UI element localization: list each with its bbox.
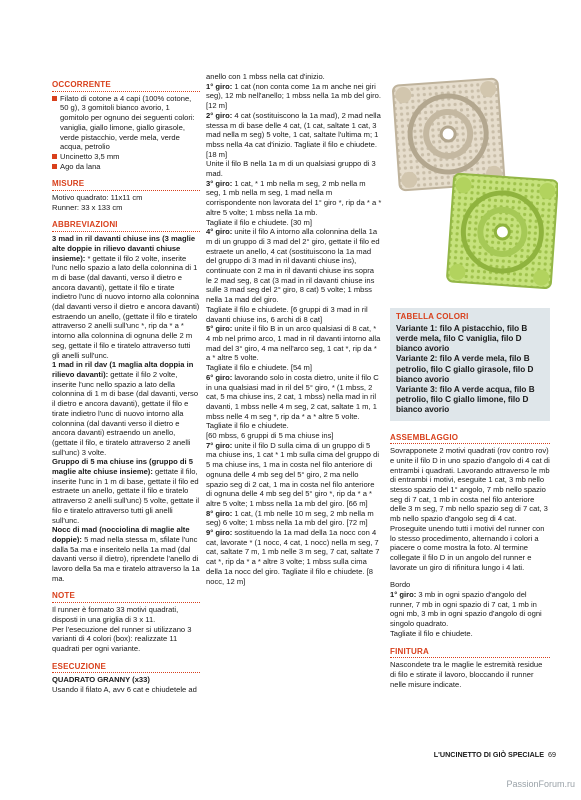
assemblaggio-text: Sovrapponete 2 motivi quadrati (rov contro rov) e unite il filo D in uno spazio d'angolo di 4 cat di entrambi i quadrati. Lavorando attraverso le mb di entrambi i motivi, eseguite 1 cat, 3 mb nello stesso spazio del 1° angolo, 7 mb nello spazio seg di 7 cat, 1 mb in costa nel filo anteriore delle 3 m seg, 7 mb nello spazio seg di 7 cat, 3 mb nello spazio d'angolo seg di 4 cat. Proseguite unendo tutti i motivi del runner con lo stesso procedimento, alternando i colori a piacere o come mostra la foto. Al termine collegate il filo D in un angolo del runner e lavorate un giro di rifinitura lungo i 4 lati. — [390, 446, 550, 572]
round-instruction: 9° giro: sostituendo la 1a mad della 1a nocc con 4 cat, lavorate * (1 nocc, 4 cat, 1 nocc) nella m seg, 7 cat, saltate 7 m, 1 mb nelle 3 m seg, 7 cat, saltate 7 cat *, rip da * a * altre 3 volte; 1 mbss sulla cima della 1a nocc del giro. Tagliate il filo e chiudete. [8 nocc, 12 m] — [206, 528, 380, 586]
round-instruction: 7° giro: unite il filo D sulla cima di un gruppo di 5 ma chiuse ins, 1 cat * 1 mb sulla cima del gruppo di 5 ma chiuse ins, 1 ma in costa nel filo anteriore di ognuna delle 4 mb seg del 5° giro, 2 ma nello spazio seg di 2 cat, 1 ma in costa nel filo anteriore di ognuna delle 4 mb seg del 5° giro *, rip da * a * altre 5 volte; 1 mbss nella 1a mb del giro. [66 m] — [206, 440, 380, 508]
esecuzione-heading: ESECUZIONE — [52, 661, 107, 671]
esecuzione-intro: Usando il filato A, avv 6 cat e chiudetele ad — [52, 685, 197, 695]
esecuzione-subtitle: QUADRATO GRANNY (x33) — [52, 675, 150, 685]
round-instruction: 2° giro: 4 cat (sostituiscono la 1a mad), 2 mad nella stessa m di base delle 4 cat, (1 cat, saltate 1 cat, 3 mad nella m seg) 5 volte, 1 cat, saltate l'ultima m; 1 mbss nella 4a cat d'inizio. Tagliate il filo e chiudete. [18 m] — [206, 110, 381, 159]
color-table-box — [390, 308, 550, 421]
abbreviation-entry: Nocc di mad (nocciolina di maglie alte doppie): 5 mad nella stessa m, sfilate l'unc dalla 5a ma e inseritelo nella 1a mad (dal davanti verso il dietro), riprendete l'anello di lavoro della 5a ma e tiratelo attraverso la 1a ma. — [52, 525, 200, 583]
abbreviation-entry: 1 mad in ril dav (1 maglia alta doppia in rilievo davanti): gettate il filo 2 volte, inserite l'unc nello spazio a lato della colonnina di 1 m di base (dal davanti, verso il dietro e ancora davanti), gettate il filo e tirate indietro l'unc di nuovo intorno alla colonnina (dal davanti verso il dietro e ancora davanti) estraendo un anello, (gettate il filo, e tiratelo attraverso 2 anelli sull'unc) 3 volte. — [52, 360, 199, 457]
magazine-name: L'UNCINETTO DI GIÒ SPECIALE — [433, 750, 544, 759]
round-instruction: Tagliate il filo e chiudete. [54 m] — [206, 363, 312, 373]
abbreviation-entry: 3 mad in ril davanti chiuse ins (3 maglie alte doppie in rilievo davanti chiuse insieme): * gettate il filo 2 volte, inserite l'unc nello spazio a lato della colonnina di 1 m di base (dal davanti, verso il dietro e ancora davanti), gettate il filo e tirate indietro l'unc di nuovo intorno alla colonnina (dal davanti verso il dietro e ancora davanti) estraendo un anello, (gettate il filo e tiratelo attraverso 2 anelli sull'unc *, rip da * a * intorno alla colonnina di ognuna delle 2 m seg, gettate il filo e tiratelo attraverso tutti gli anelli sull'unc. — [52, 234, 200, 360]
round-instruction: Unite il filo B nella 1a m di un qualsiasi gruppo di 3 mad. — [206, 159, 376, 179]
crochet-squares-photo — [388, 72, 558, 302]
ecru-square — [393, 78, 505, 190]
finitura-text: Nascondete tra le maglie le estremità residue di filo e stirate il lavoro, bloccando il runner nelle misure indicate. — [390, 660, 543, 689]
material-item: Filato di cotone a 4 capi (100% cotone, 50 g), 3 gomitoli bianco avorio, 1 gomitolo per ognuno dei seguenti colori: vaniglia, giallo limone, giallo girasole, verde pistacchio, verde mela, verde acqua, petrolio — [52, 94, 200, 152]
note-heading: NOTE — [52, 591, 76, 601]
misure-heading: MISURE — [52, 179, 85, 189]
round-instruction: 8° giro: 1 cat, (1 mb nelle 10 m seg, 2 mb nella m seg) 6 volte; 1 mbss nella 1a mb del giro. [72 m] — [206, 508, 374, 528]
round-instruction: Tagliate il filo e chiudete. [30 m] — [206, 217, 312, 227]
round-instruction: Tagliate il filo e chiudete. [6 gruppi di 3 mad in ril davanti chiuse ins, 6 archi di 8 cat] — [206, 304, 368, 324]
abbreviation-entry: Gruppo di 5 ma chiuse ins (gruppo di 5 maglie alte chiuse insieme): gettate il filo, inserite l'unc in 1 m di base, gettate il filo ed estraete un anello, gettate il filo e tiratelo attraverso 2 anelli sull'unc) 5 volte, gettate il filo e tiratelo attraverso tutti gli anelli sull'unc. — [52, 457, 200, 525]
bordo-heading: Bordo — [390, 580, 411, 590]
color-variant: Variante 1: filo A pistacchio, filo B verde mela, filo C vaniglia, filo D bianco avorio — [396, 323, 528, 354]
bordo-text: 1° giro: 3 mb in ogni spazio d'angolo del runner, 7 mb in ogni spazio di 7 cat, 1 mb in ogni mb, 3 mb in ogni spazio d'angolo di ogni singolo quadrato. — [390, 590, 542, 629]
material-item: Ago da lana — [52, 162, 200, 172]
round-instruction: 1° giro: 1 cat (non conta come 1a m anche nei giri seg), 12 mb nell'anello; 1 mbss nella 1a mb del giro. [12 m] — [206, 81, 381, 111]
assemblaggio-heading: ASSEMBLAGGIO — [390, 432, 459, 442]
round-instruction: 5° giro: unite il filo B in un arco qualsiasi di 8 cat, * 4 mb nel primo arco, 1 mad in ril davanti intorno alla mad del 3° giro, 4 ma nell'arco seg, 1 cat *, rip da * a * altre 5 volte. — [206, 324, 381, 363]
color-table-heading: TABELLA COLORI — [396, 312, 469, 321]
page-footer — [384, 750, 556, 759]
middle-column — [206, 72, 382, 586]
note-paragraph: Per l'esecuzione del runner si utilizzano 3 varianti di 4 colori (box): realizzate 11 quadrati per ogni variante. — [52, 624, 192, 653]
green-square — [447, 173, 558, 288]
color-variant: Variante 2: filo A verde mela, filo B petrolio, filo C giallo girasole, filo D bianco avorio — [396, 354, 534, 384]
right-column — [390, 308, 550, 689]
round-instruction: [60 mbss, 6 gruppi di 5 ma chiuse ins] — [206, 431, 334, 441]
watermark: PassionForum.ru — [506, 779, 575, 789]
round-instruction: anello con 1 mbss nella cat d'inizio. — [206, 72, 325, 81]
round-instruction: Tagliate il filo e chiudete. — [206, 421, 289, 431]
finitura-heading: FINITURA — [390, 646, 429, 656]
misure-line: Motivo quadrato: 11x11 cm — [52, 193, 143, 203]
round-instruction: 6° giro: lavorando solo in costa dietro, unite il filo C in una qualsiasi mad in ril del 5° giro, * (1 mbss, 2 cat, 5 ma chiuse ins, 2 cat, 1 mbss) nella mad in ril davanti, 1 mbss nelle 4 m seg, 2 cat, saltate 1 m, 1 mbss nelle 4 m seg *, rip da * a * altre 5 volte. — [206, 372, 379, 421]
page-number: 69 — [548, 750, 556, 759]
occorrente-heading: OCCORRENTE — [52, 80, 111, 89]
misure-line: Runner: 33 x 133 cm — [52, 202, 123, 212]
color-variant: Variante 3: filo A verde acqua, filo B petrolio, filo C giallo limone, filo D bianco avorio — [396, 384, 535, 415]
material-item: Uncinetto 3,5 mm — [52, 152, 200, 162]
round-instruction: 4° giro: unite il filo A intorno alla colonnina della 1a m di un gruppo di 3 mad del 2° giro, gettate il filo ed estraete un anello, 4 cat (sostituiscono la 1a mad del gruppo di 3 mad in ril davanti chiuse ins), continuate con 2 ma in ril davanti chiuse ins sopra le 2 mad seg, 8 cat (3 mad in ril davanti chiuse ins sulle 3 mad seg del 2° giro, 8 cat) 5 volte; 1 mbss nella 1a mad del giro. — [206, 227, 380, 305]
note-paragraph: Il runner è formato 33 motivi quadrati, disposti in una griglia di 3 x 11. — [52, 605, 179, 624]
abbreviazioni-heading: ABBREVIAZIONI — [52, 220, 118, 230]
left-column — [52, 80, 200, 695]
round-instruction: 3° giro: 1 cat, * 1 mb nella m seg, 2 mb nella m seg, 1 mb nella m seg, 1 mad nella m corrispondente non lavorata del 1° giro *, rip da * a * altre 5 volte; 1 mbss nella 1a mb. — [206, 178, 382, 217]
bordo-end: Tagliate il filo e chiudete. — [390, 628, 473, 638]
